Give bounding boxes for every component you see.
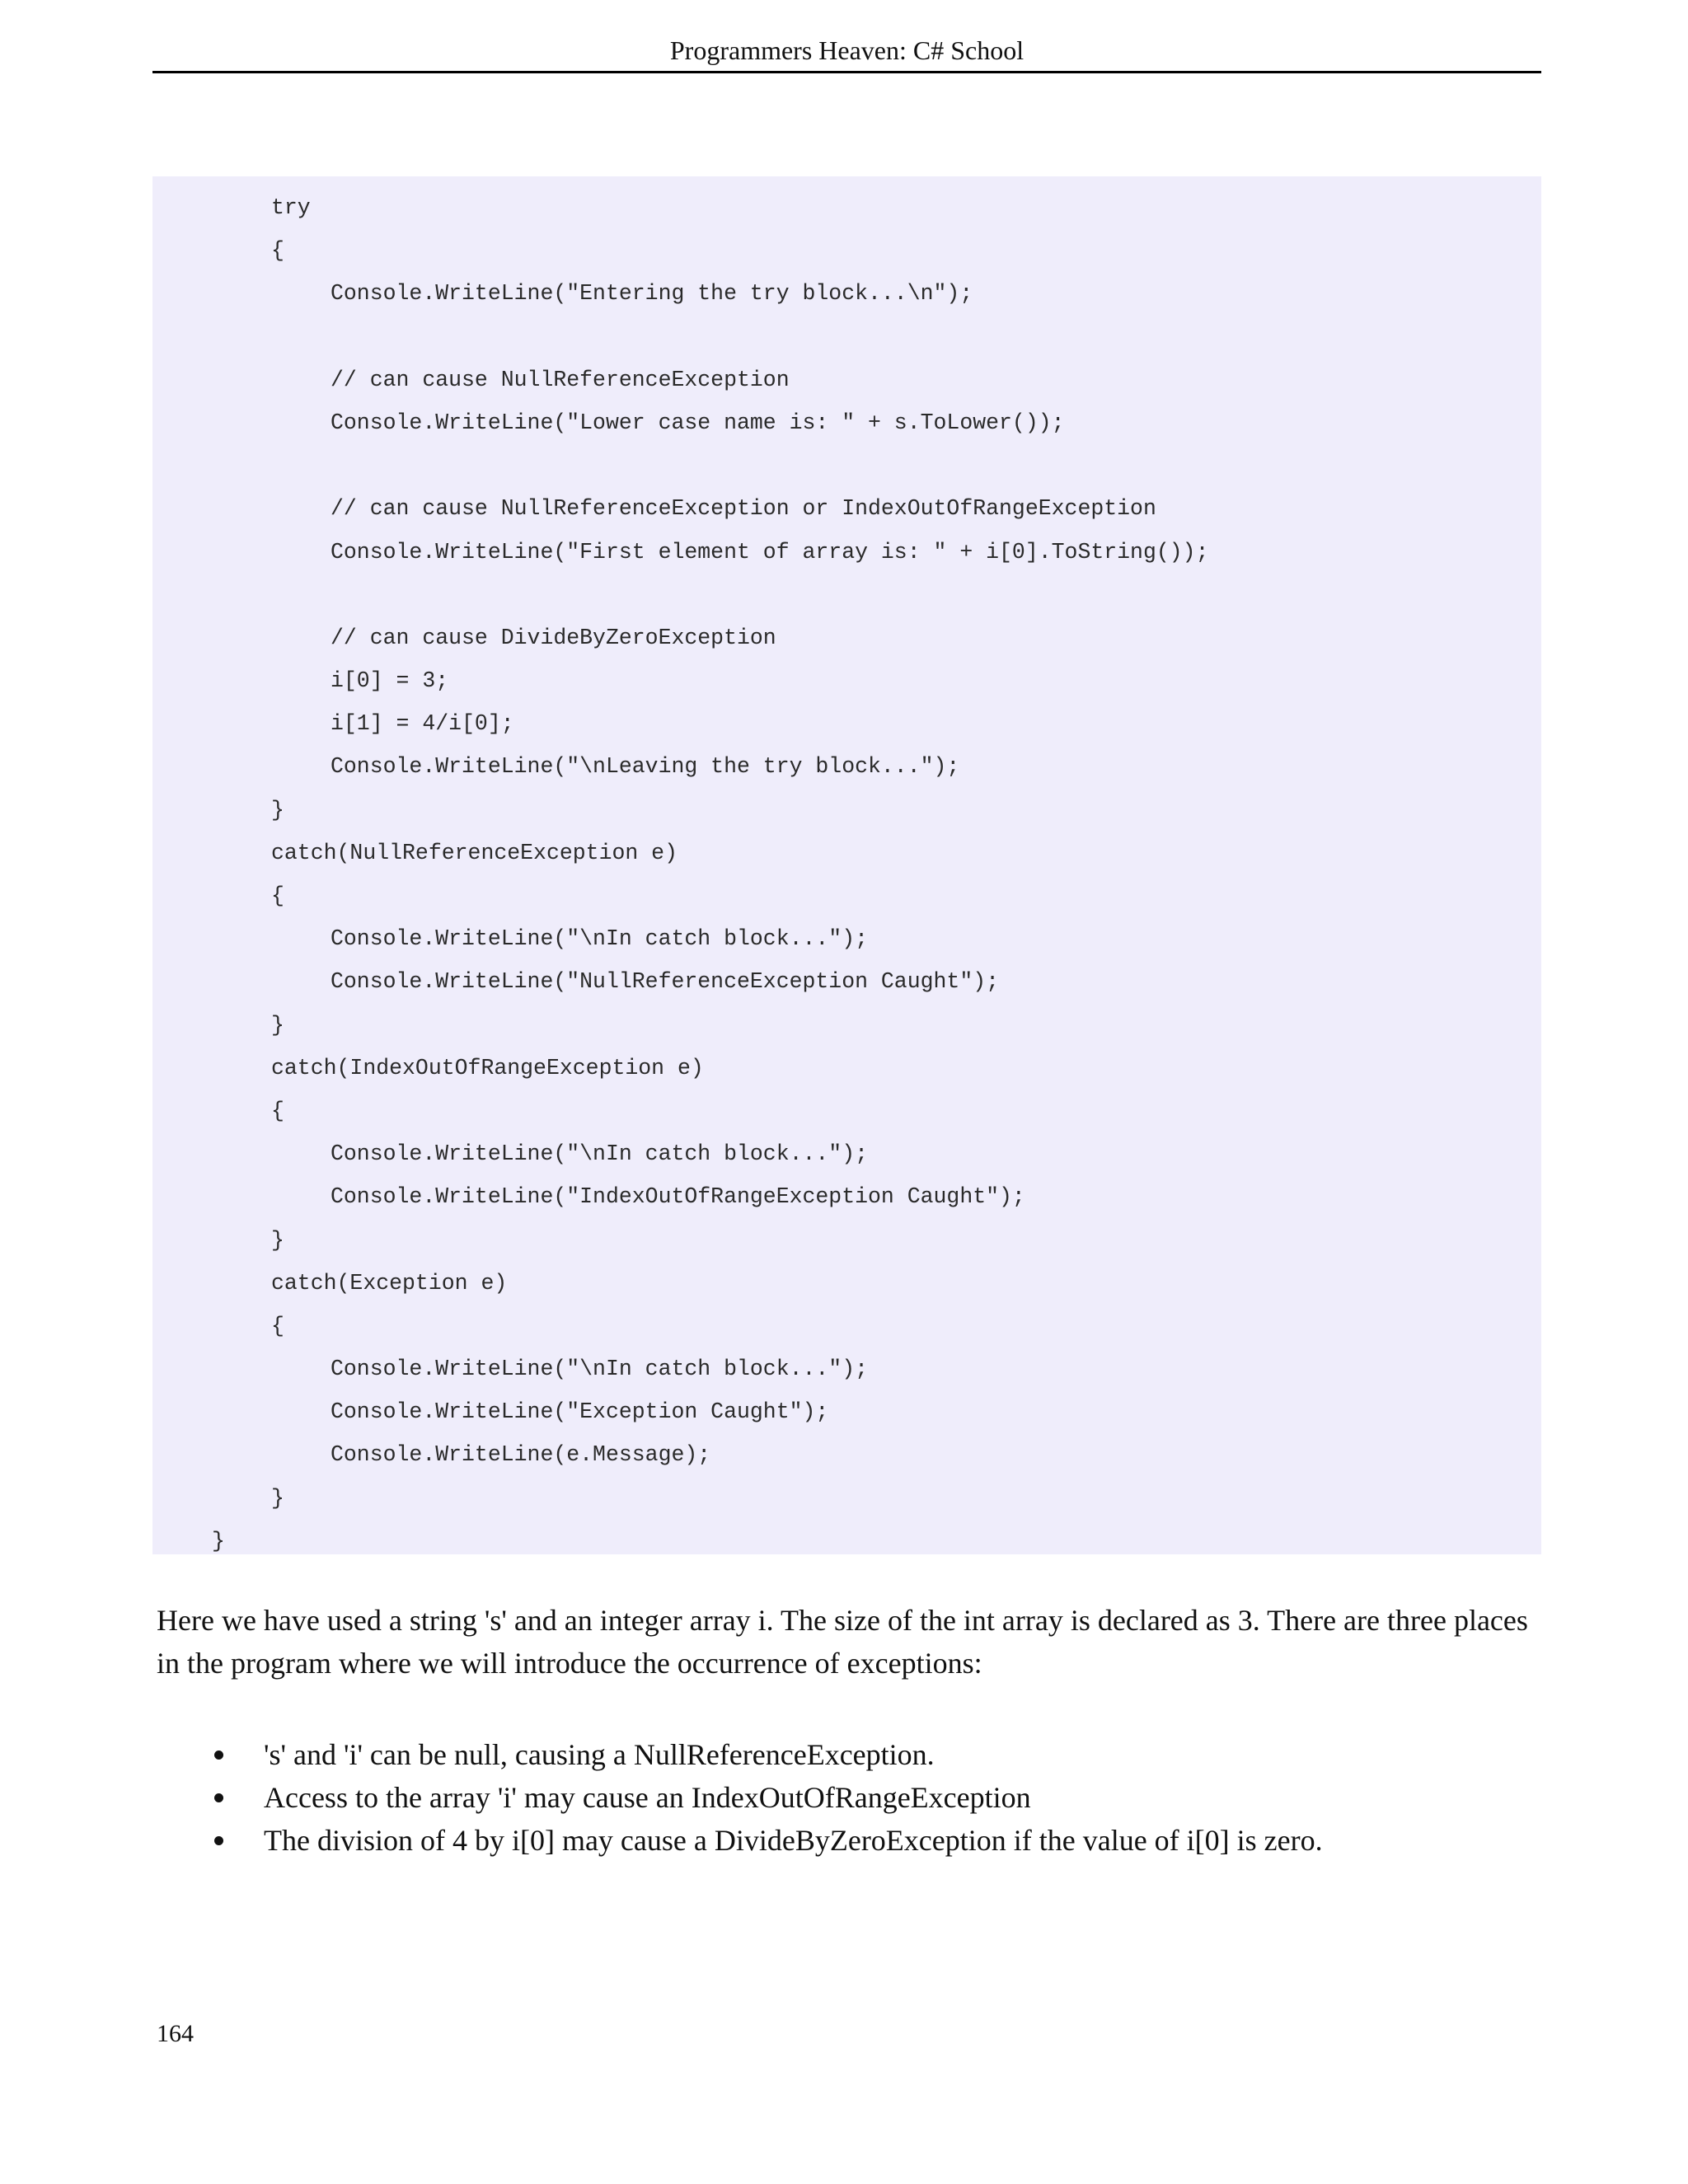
code-line: // can cause NullReferenceException [331, 367, 790, 392]
code-line: // can cause NullReferenceException or IndexOutOfRangeException [331, 496, 1156, 522]
code-line: catch(NullReferenceException e) [271, 840, 678, 865]
code-line: i[1] = 4/i[0]; [331, 711, 514, 737]
code-line: } [271, 1485, 284, 1511]
code-line: Console.WriteLine(e.Message); [331, 1442, 711, 1468]
bullet-list [157, 1733, 1541, 1862]
code-line: try [271, 195, 311, 220]
list-item-text: Access to the array 'i' may cause an IndexOutOfRangeException [264, 1781, 1031, 1814]
list-item [157, 1733, 1541, 1776]
list-item-text: 's' and 'i' can be null, causing a NullReferenceException. [264, 1738, 935, 1771]
code-line: Console.WriteLine("\nLeaving the try block..."); [331, 754, 960, 780]
code-line: } [271, 1012, 284, 1038]
code-line: catch(Exception e) [271, 1270, 508, 1296]
code-line: i[0] = 3; [331, 668, 449, 694]
code-line: } [271, 1227, 284, 1253]
code-line: } [212, 1528, 225, 1554]
bullet-icon [214, 1750, 223, 1760]
code-line: Console.WriteLine("\nIn catch block..."); [331, 926, 869, 952]
code-line: Console.WriteLine("\nIn catch block..."); [331, 1357, 869, 1382]
code-line: Console.WriteLine("\nIn catch block..."); [331, 1141, 869, 1167]
code-line: { [271, 238, 284, 264]
code-line [152, 444, 1541, 487]
code-line: Console.WriteLine("IndexOutOfRangeException Caught"); [331, 1184, 1025, 1210]
page-number: 164 [157, 2020, 194, 2047]
code-line: { [271, 883, 284, 908]
body-paragraph: Here we have used a string 's' and an integer array i. The size of the int array is declared as 3. There are three places in the program where we will introduce the occurrence of exceptions: [157, 1604, 1528, 1680]
code-line: } [271, 797, 284, 823]
code-line [152, 316, 1541, 359]
list-item-text: The division of 4 by i[0] may cause a DivideByZeroException if the value of i[0] is zero. [264, 1824, 1323, 1857]
code-line: { [271, 1313, 284, 1338]
code-line: // can cause DivideByZeroException [331, 625, 776, 650]
code-line: { [271, 1098, 284, 1123]
page-header [152, 33, 1541, 73]
code-line: Console.WriteLine("NullReferenceException Caught"); [331, 969, 1000, 995]
code-line: Console.WriteLine("Lower case name is: " + s.ToLower()); [331, 410, 1065, 435]
page-header-title: Programmers Heaven: C# School [669, 35, 1025, 65]
code-line: Console.WriteLine("Entering the try block...\n"); [331, 281, 973, 307]
code-line: Console.WriteLine("Exception Caught"); [331, 1399, 829, 1425]
code-block [152, 176, 1541, 1554]
list-item [157, 1819, 1541, 1862]
bullet-icon [214, 1836, 223, 1845]
code-line [152, 574, 1541, 616]
list-item [157, 1776, 1541, 1819]
code-line: Console.WriteLine("First element of array is: " + i[0].ToString()); [331, 539, 1209, 565]
code-line: catch(IndexOutOfRangeException e) [271, 1055, 704, 1080]
bullet-icon [214, 1793, 223, 1802]
